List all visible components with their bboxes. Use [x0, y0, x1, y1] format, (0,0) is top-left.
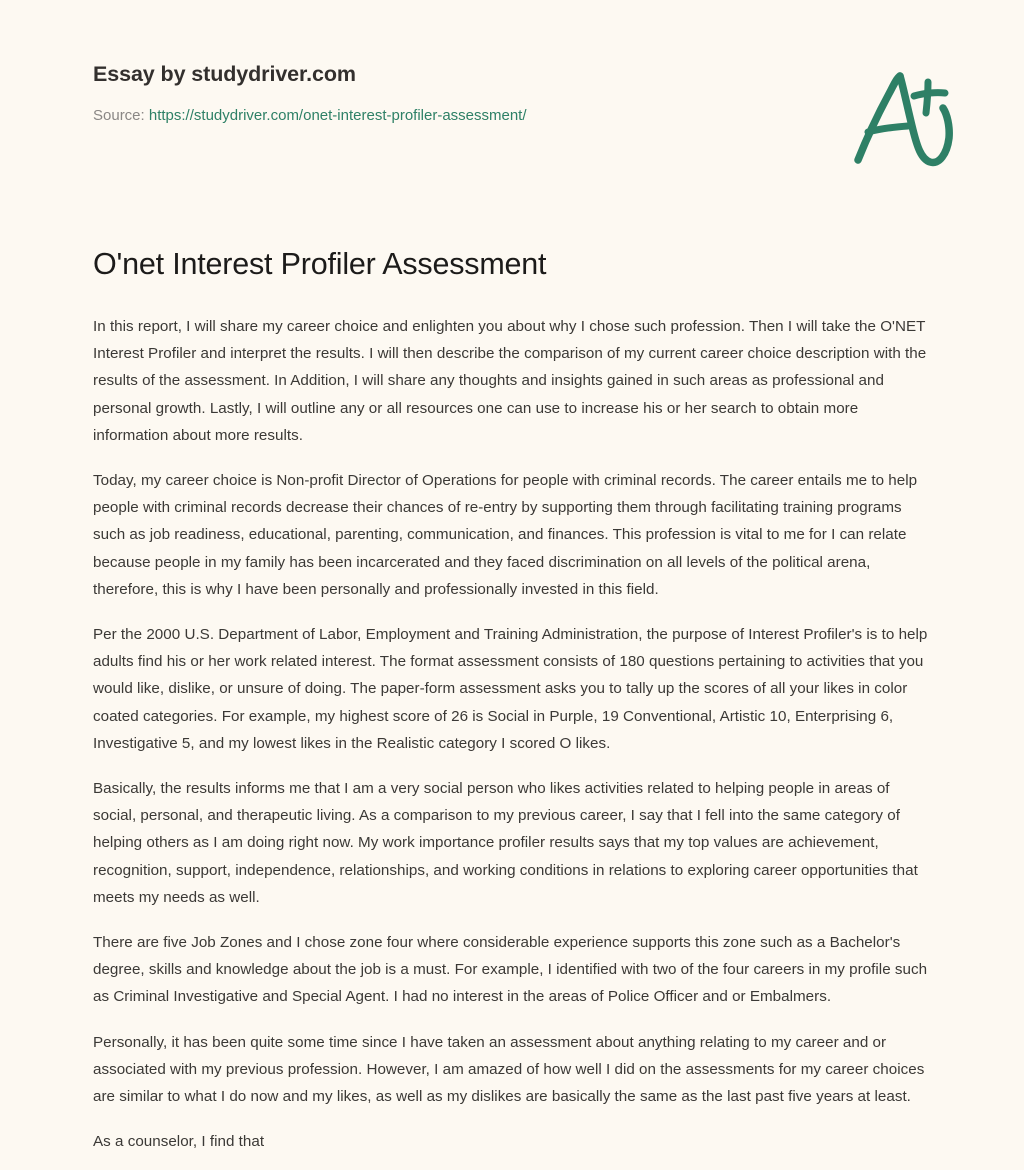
paragraph: Personally, it has been quite some time since I have taken an assessment about anything relating to my career and or associated with my previous profession. However, I am amazed of how well I did on the assessments for my career choices are similar to what I do now and my likes, as well as my dislikes are basically the same as the last past five years at least.: [93, 1033, 925, 1106]
paragraph: There are five Job Zones and I chose zone four where considerable experience supports this zone such as a Bachelor's degree, skills and knowledge about the job is a must. For example, I identified with two of the four careers in my profile such as Criminal Investigative and Special Agent. I had no interest in the areas of Police Officer and or Embalmers.: [93, 934, 928, 1006]
source-label: Source:: [93, 106, 145, 124]
source-line: [93, 106, 932, 126]
paragraph: As a counselor, I find that: [93, 1133, 265, 1151]
byline: Essay by studydriver.com: [93, 62, 356, 86]
paragraph: Today, my career choice is Non-profit Director of Operations for people with criminal records. The career entails me to help people with criminal records decrease their chances of re-entry by supporting them through facilitating training programs such as job readiness, educational, parenting, communication, and finances. This profession is vital to me for I can relate because people in my family has been incarcerated and they faced discrimination on all levels of the political arena, therefore, this is why I have been personally and professionally invested in this field.: [93, 472, 918, 598]
essay-body: [93, 313, 933, 1155]
a-plus-logo-icon: [846, 66, 958, 170]
paragraph: Basically, the results informs me that I am a very social person who likes activities related to helping people in areas of social, personal, and therapeutic living. As a comparison to my previous career, I say that I fell into the same category of helping others as I am doing right now. My work importance profiler results says that my top values are achievement, recognition, support, independence, relationships, and working conditions in relations to exploring career opportunities that meets my needs as well.: [93, 780, 918, 906]
paragraph: In this report, I will share my career choice and enlighten you about why I chose such profession. Then I will take the O'NET Interest Profiler and interpret the results. I will then describe the comparison of my current career choice description with the results of the assessment. In Addition, I will share any thoughts and insights gained in such areas as professional and personal growth. Lastly, I will outline any or all resources one can use to increase his or her search to obtain more information about more results.: [93, 318, 927, 444]
paragraph: Per the 2000 U.S. Department of Labor, Employment and Training Administration, the purpose of Interest Profiler's is to help adults find his or her work related interest. The format assessment consists of 180 questions pertaining to activities that you would like, dislike, or unsure of doing. The paper-form assessment asks you to tally up the scores of all your likes in color coated categories. For example, my highest score of 26 is Social in Purple, 19 Conventional, Artistic 10, Enterprising 6, Investigative 5, and my lowest likes in the Realistic category I scored O likes.: [93, 626, 928, 752]
source-url-link[interactable]: https://studydriver.com/onet-interest-profiler-assessment/: [148, 106, 527, 124]
page-title: O'net Interest Profiler Assessment: [93, 247, 547, 281]
